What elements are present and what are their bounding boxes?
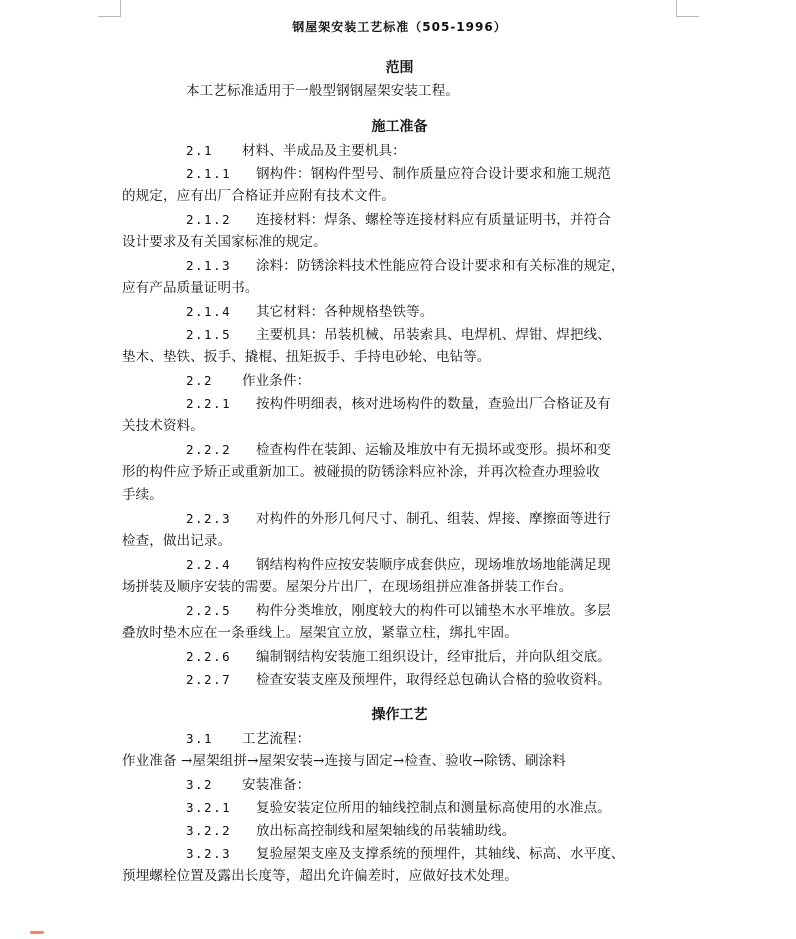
item-2-1-5-cont: 垫木、垫铁、扳手、撬棍、扭矩扳手、手持电砂轮、电钻等。 [122,349,491,365]
item-2-1 [122,139,677,162]
item-2-1-3-cont: 应有产品质量证明书。 [122,280,259,296]
item-number: 2.1.3 [186,258,232,273]
item-2-1-2 [122,208,677,231]
item-3-2 [122,773,677,796]
crop-mark-top-left [98,0,121,17]
item-2-1-5 [122,323,677,346]
item-text: 对构件的外形几何尺寸、制孔、组装、焊接、摩擦面等进行 [256,511,611,527]
item-number: 2.2.5 [186,603,232,618]
section-heading-prep: 施工准备 [371,119,428,135]
item-2-2-7 [122,668,677,691]
item-3-1 [122,727,677,750]
item-text: 检查构件在装卸、运输及堆放中有无损坏或变形。损坏和变 [256,442,611,458]
item-text: 放出标高控制线和屋架轴线的吊装辅助线。 [256,823,516,839]
item-number: 3.2 [186,777,214,792]
item-text: 检查安装支座及预埋件，取得经总包确认合格的验收资料。 [256,672,611,688]
corner-mark [30,931,44,934]
item-2-2-2-cont2: 手续。 [122,487,163,503]
item-number: 2.2.4 [186,557,232,572]
range-text: 本工艺标准适用于一般型钢钢屋架安装工程。 [186,83,459,99]
item-number: 2.2.6 [186,649,232,664]
item-text: 钢构件：钢构件型号、制作质量应符合设计要求和施工规范 [256,166,611,182]
item-text: 编制钢结构安装施工组织设计，经审批后，并向队组交底。 [256,649,611,665]
item-number: 2.2.1 [186,396,232,411]
document-page [122,14,677,888]
item-number: 2.1.4 [186,304,232,319]
item-text: 连接材料：焊条、螺栓等连接材料应有质量证明书，并符合 [256,212,611,228]
item-number: 3.1 [186,731,214,746]
item-2-2-1 [122,392,677,415]
item-2-2-5-cont: 叠放时垫木应在一条垂线上。屋架宜立放，紧靠立柱，绑扎牢固。 [122,625,518,641]
item-text: 涂料：防锈涂料技术性能应符合设计要求和有关标准的规定， [256,258,625,274]
item-2-1-4 [122,300,677,323]
item-number: 3.2.2 [186,823,232,838]
item-number: 2.1.2 [186,212,232,227]
document-title: 钢屋架安装工艺标准（505-1996） [292,20,507,34]
item-2-2-5 [122,599,677,622]
item-2-2-3-cont: 检查，做出记录。 [122,533,232,549]
item-text: 构件分类堆放，刚度较大的构件可以铺垫木水平堆放。多层 [256,603,611,619]
item-text: 安装准备： [242,777,311,793]
item-3-2-2 [122,819,677,842]
item-text: 按构件明细表，核对进场构件的数量，查验出厂合格证及有 [256,396,611,412]
item-2-1-1 [122,162,677,185]
item-number: 2.1.1 [186,166,232,181]
item-text: 作业条件： [242,373,311,389]
section-heading-range: 范围 [385,60,414,76]
item-text: 复验屋架支座及支撑系统的预埋件，其轴线、标高、水平度、 [256,846,625,862]
item-number: 2.1.5 [186,327,232,342]
item-number: 2.2.7 [186,672,232,687]
item-text: 复验安装定位所用的轴线控制点和测量标高使用的水准点。 [256,800,611,816]
item-number: 3.2.3 [186,846,232,861]
item-2-1-2-cont: 设计要求及有关国家标准的规定。 [122,234,327,250]
item-2-1-1-cont: 的规定，应有出厂合格证并应附有技术文件。 [122,188,395,204]
item-text: 主要机具：吊装机械、吊装索具、电焊机、焊钳、焊把线、 [256,327,611,343]
process-flow: 作业准备 →屋架组拼→屋架安装→连接与固定→检查、验收→除锈、刷涂料 [122,753,566,769]
item-2-2-2-cont: 形的构件应予矫正或重新加工。被碰损的防锈涂料应补涂，并再次检查办理验收 [122,464,600,480]
item-3-2-1 [122,796,677,819]
item-text: 材料、半成品及主要机具： [242,143,406,159]
item-2-2-1-cont: 关技术资料。 [122,418,204,434]
item-2-2-4 [122,553,677,576]
item-number: 2.2.3 [186,511,232,526]
item-2-2-3 [122,507,677,530]
item-number: 2.2 [186,373,214,388]
item-number: 2.1 [186,143,214,158]
item-2-2-4-cont: 场拼装及顺序安装的需要。屋架分片出厂，在现场组拼应准备拼装工作台。 [122,579,573,595]
item-2-2 [122,369,677,392]
item-text: 钢结构构件应按安装顺序成套供应，现场堆放场地能满足现 [256,557,611,573]
item-number: 3.2.1 [186,800,232,815]
item-3-2-3 [122,842,677,865]
item-2-2-2 [122,438,677,461]
section-heading-ops: 操作工艺 [371,707,428,723]
item-3-2-3-cont: 预埋螺栓位置及露出长度等，超出允许偏差时，应做好技术处理。 [122,868,518,884]
item-text: 其它材料：各种规格垫铁等。 [256,304,434,320]
item-number: 2.2.2 [186,442,232,457]
crop-mark-top-right [676,0,699,17]
item-2-2-6 [122,645,677,668]
item-2-1-3 [122,254,677,277]
item-text: 工艺流程： [242,731,311,747]
